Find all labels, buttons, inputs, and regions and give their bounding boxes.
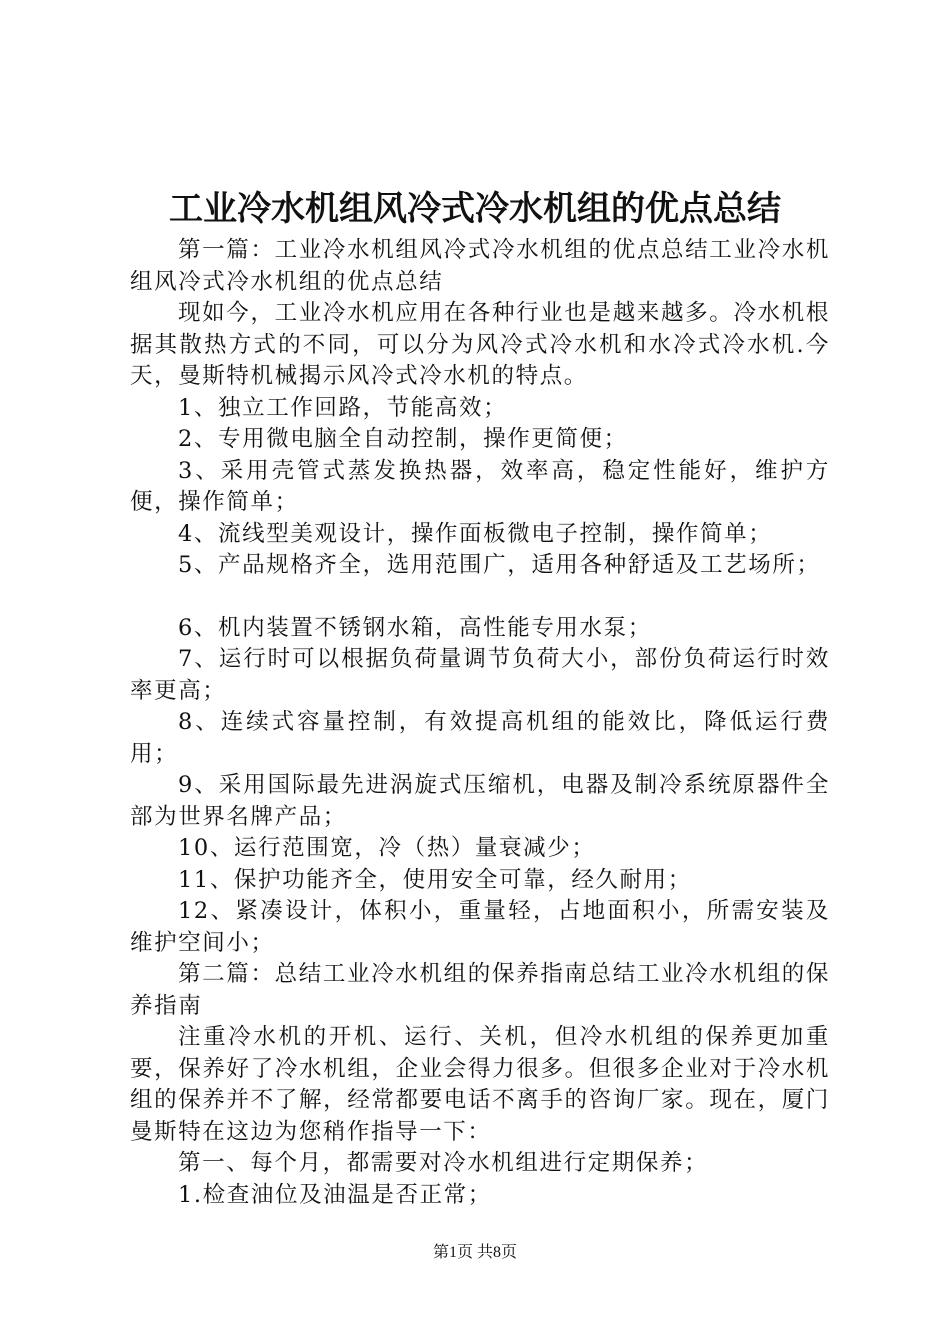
list-item-5: 5、产品规格齐全，选用范围广，适用各种舒适及工艺场所； (178, 552, 821, 578)
list-item-10: 10、运行范围宽，冷（热）量衰减少； (178, 835, 596, 861)
list-item-1: 1、独立工作回路，节能高效； (178, 394, 508, 421)
paragraph-part2-heading: 第二篇：总结工业冷水机组的保养指南总结工业冷水机组的保养指南 (130, 961, 830, 1019)
list-item-2: 2、专用微电脑全自动控制，操作更简便； (178, 426, 628, 452)
paragraph-maintenance-intro: 注重冷水机的开机、运行、关机，但冷水机组的保养更加重要，保养好了冷水机组，企业会得力很多。但很多企业对于冷水机组的保养并不了解，经常都要电话不离手的咨询厂家。现在，厦门曼斯特在这边为您稍作指导一下： (130, 1024, 830, 1145)
document-body (130, 235, 830, 1211)
list-item-9: 9、采用国际最先进涡旋式压缩机，电器及制冷系统原器件全部为世界名牌产品； (130, 772, 830, 830)
list-item-4: 4、流线型美观设计，操作面板微电子控制，操作简单； (178, 520, 773, 547)
paragraph-monthly-maintenance: 第一、每个月，都需要对冷水机组进行定期保养； (178, 1150, 709, 1176)
paragraph-intro: 现如今，工业冷水机应用在各种行业也是越来越多。冷水机根据其散热方式的不同，可以分为风冷式冷水机和水冷式冷水机.今天，曼斯特机械揭示风冷式冷水机的特点。 (130, 300, 830, 389)
list-item-7: 7、运行时可以根据负荷量调节负荷大小，部份负荷运行时效率更高； (130, 646, 830, 704)
list-item-check-oil: 1.检查油位及油温是否正常； (178, 1181, 492, 1208)
list-item-6: 6、机内装置不锈钢水箱，高性能专用水泵； (178, 614, 652, 641)
list-item-8: 8、连续式容量控制，有效提高机组的能效比，降低运行费用； (130, 709, 830, 767)
page-footer: 第1页 共8页 (432, 1244, 517, 1261)
paragraph-part1-heading: 第一篇：工业冷水机组风冷式冷水机组的优点总结工业冷水机组风冷式冷水机组的优点总结 (130, 237, 830, 295)
list-item-11: 11、保护功能齐全，使用安全可靠，经久耐用； (178, 866, 692, 893)
list-item-3: 3、采用壳管式蒸发换热器，效率高，稳定性能好，维护方便，操作简单； (130, 457, 830, 515)
document-title: 工业冷水机组风冷式冷水机组的优点总结 (169, 189, 781, 229)
list-item-12: 12、紧凑设计，体积小，重量轻，占地面积小，所需安装及维护空间小； (130, 898, 830, 956)
